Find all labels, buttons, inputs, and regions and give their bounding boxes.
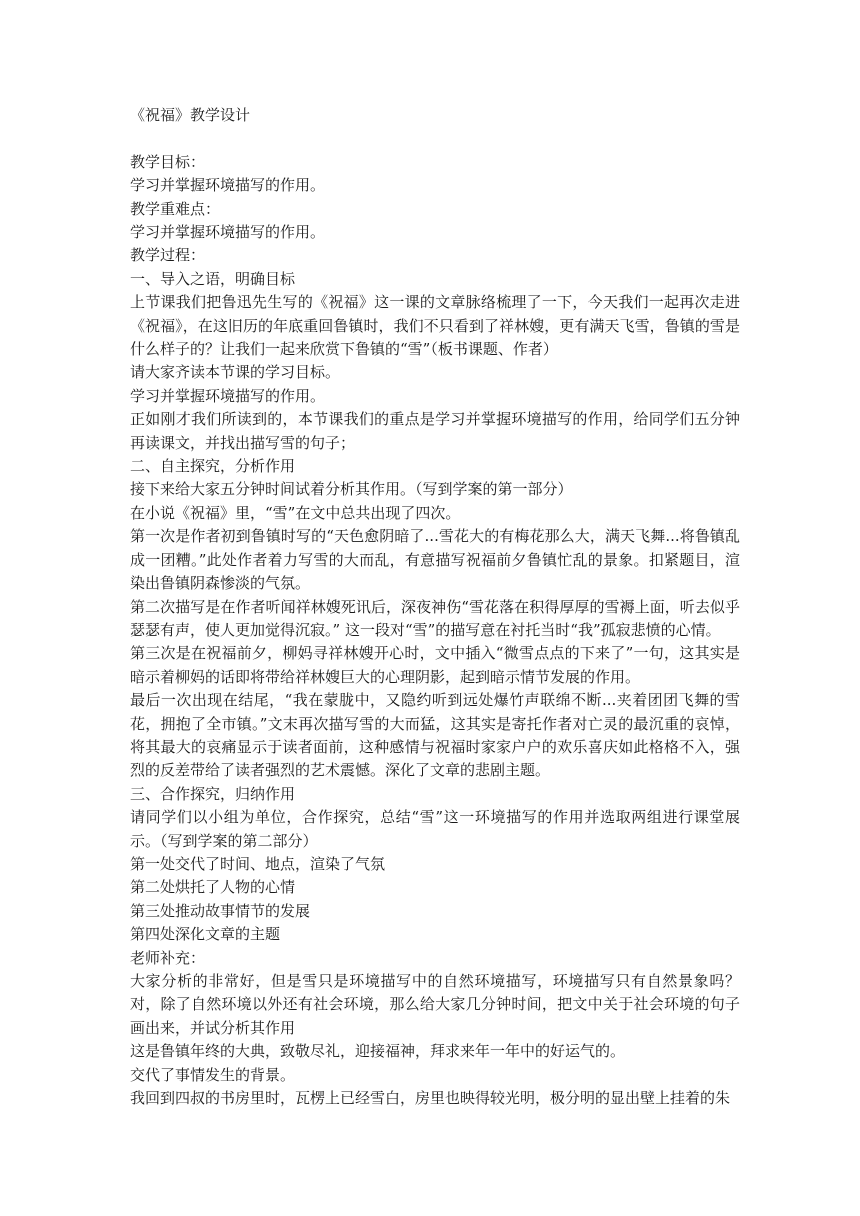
section-heading-3: 三、合作探究，归纳作用 bbox=[130, 784, 296, 803]
paragraph: 学习并掌握环境描写的作用。 bbox=[130, 386, 326, 405]
paragraph-teacher-note-heading: 老师补充： bbox=[130, 948, 206, 967]
paragraph: 第二次描写是在作者听闻祥林嫂死讯后，深夜神伤“雪花落在积得厚厚的雪褥上面，听去似乎瑟瑟有声，使人更加觉得沉寂。” 这一段对“雪”的描写意在衬托当时“我”孤寂悲愤的心情。 bbox=[130, 597, 740, 639]
paragraph: 这是鲁镇年终的大典，致敬尽礼，迎接福神，拜求来年一年中的好运气的。 bbox=[130, 1042, 626, 1061]
document-title: 《祝福》教学设计 bbox=[130, 106, 251, 124]
list-item: 第一处交代了时间、地点，渲染了气氛 bbox=[130, 854, 386, 873]
paragraph: 请同学们以小组为单位，合作探究，总结“雪”这一环境描写的作用并选取两组进行课堂展示。（写到学案的第二部分） bbox=[130, 808, 740, 850]
document-page bbox=[130, 104, 740, 1110]
list-item: 第四处深化文章的主题 bbox=[130, 925, 281, 944]
section-heading-1: 一、导入之语，明确目标 bbox=[130, 269, 296, 288]
paragraph-process-heading: 教学过程： bbox=[130, 246, 206, 265]
paragraph: 第一次是作者初到鲁镇时写的“天色愈阴暗了...雪花大的有梅花那么大，满天飞舞...将鲁镇乱成一团糟。”此处作者着力写雪的大而乱，有意描写祝福前夕鲁镇忙乱的景象。扣紧题目，渲染出鲁镇阴森惨淡的气氛。 bbox=[130, 527, 740, 593]
paragraph: 请大家齐读本节课的学习目标。 bbox=[130, 363, 341, 382]
paragraph: 交代了事情发生的背景。 bbox=[130, 1065, 296, 1084]
paragraph-objectives: 学习并掌握环境描写的作用。 bbox=[130, 176, 326, 195]
paragraph-keypoints-heading: 教学重难点： bbox=[130, 199, 221, 218]
paragraph: 接下来给大家五分钟时间试着分析其作用。（写到学案的第一部分） bbox=[130, 480, 573, 499]
list-item: 第二处烘托了人物的心情 bbox=[130, 878, 296, 897]
paragraph-keypoints: 学习并掌握环境描写的作用。 bbox=[130, 223, 326, 242]
list-item: 第三处推动故事情节的发展 bbox=[130, 901, 311, 920]
section-heading-2: 二、自主探究，分析作用 bbox=[130, 457, 296, 476]
paragraph: 大家分析的非常好，但是雪只是环境描写中的自然环境描写，环境描写只有自然景象吗？对，除了自然环境以外还有社会环境，那么给大家几分钟时间，把文中关于社会环境的句子画出来，并试分析其作用 bbox=[130, 972, 740, 1037]
paragraph: 在小说《祝福》里，“雪”在文中总共出现了四次。 bbox=[130, 503, 461, 522]
paragraph: 正如刚才我们所读到的，本节课我们的重点是学习并掌握环境描写的作用，给同学们五分钟再读课文，并找出描写雪的句子； bbox=[130, 410, 740, 452]
paragraph: 我回到四叔的书房里时，瓦楞上已经雪白，房里也映得较光明，极分明的显出壁上挂着的朱 bbox=[130, 1089, 731, 1108]
document-body bbox=[130, 151, 740, 1111]
paragraph: 上节课我们把鲁迅先生写的《祝福》这一课的文章脉络梳理了一下，今天我们一起再次走进《祝福》，在这旧历的年底重回鲁镇时，我们不只看到了祥林嫂，更有满天飞雪，鲁镇的雪是什么样子的？让我们一起来欣赏下鲁镇的“雪”（板书课题、作者） bbox=[130, 293, 740, 359]
paragraph: 最后一次出现在结尾，“我在蒙胧中，又隐约听到远处爆竹声联绵不断...夹着团团飞舞的雪花，拥抱了全市镇。”文末再次描写雪的大而猛，这其实是寄托作者对亡灵的最沉重的哀悼，将其最大的哀痛显示于读者面前，这种感情与祝福时家家户户的欢乐喜庆如此格格不入，强烈的反差带给了读者强烈的艺术震憾。深化了文章的悲剧主题。 bbox=[130, 691, 740, 780]
paragraph: 第三次是在祝福前夕，柳妈寻祥林嫂开心时，文中插入“微雪点点的下来了”一句，这其实是暗示着柳妈的话即将带给祥林嫂巨大的心理阴影，起到暗示情节发展的作用。 bbox=[130, 644, 740, 686]
paragraph-objectives-heading: 教学目标： bbox=[130, 152, 206, 171]
